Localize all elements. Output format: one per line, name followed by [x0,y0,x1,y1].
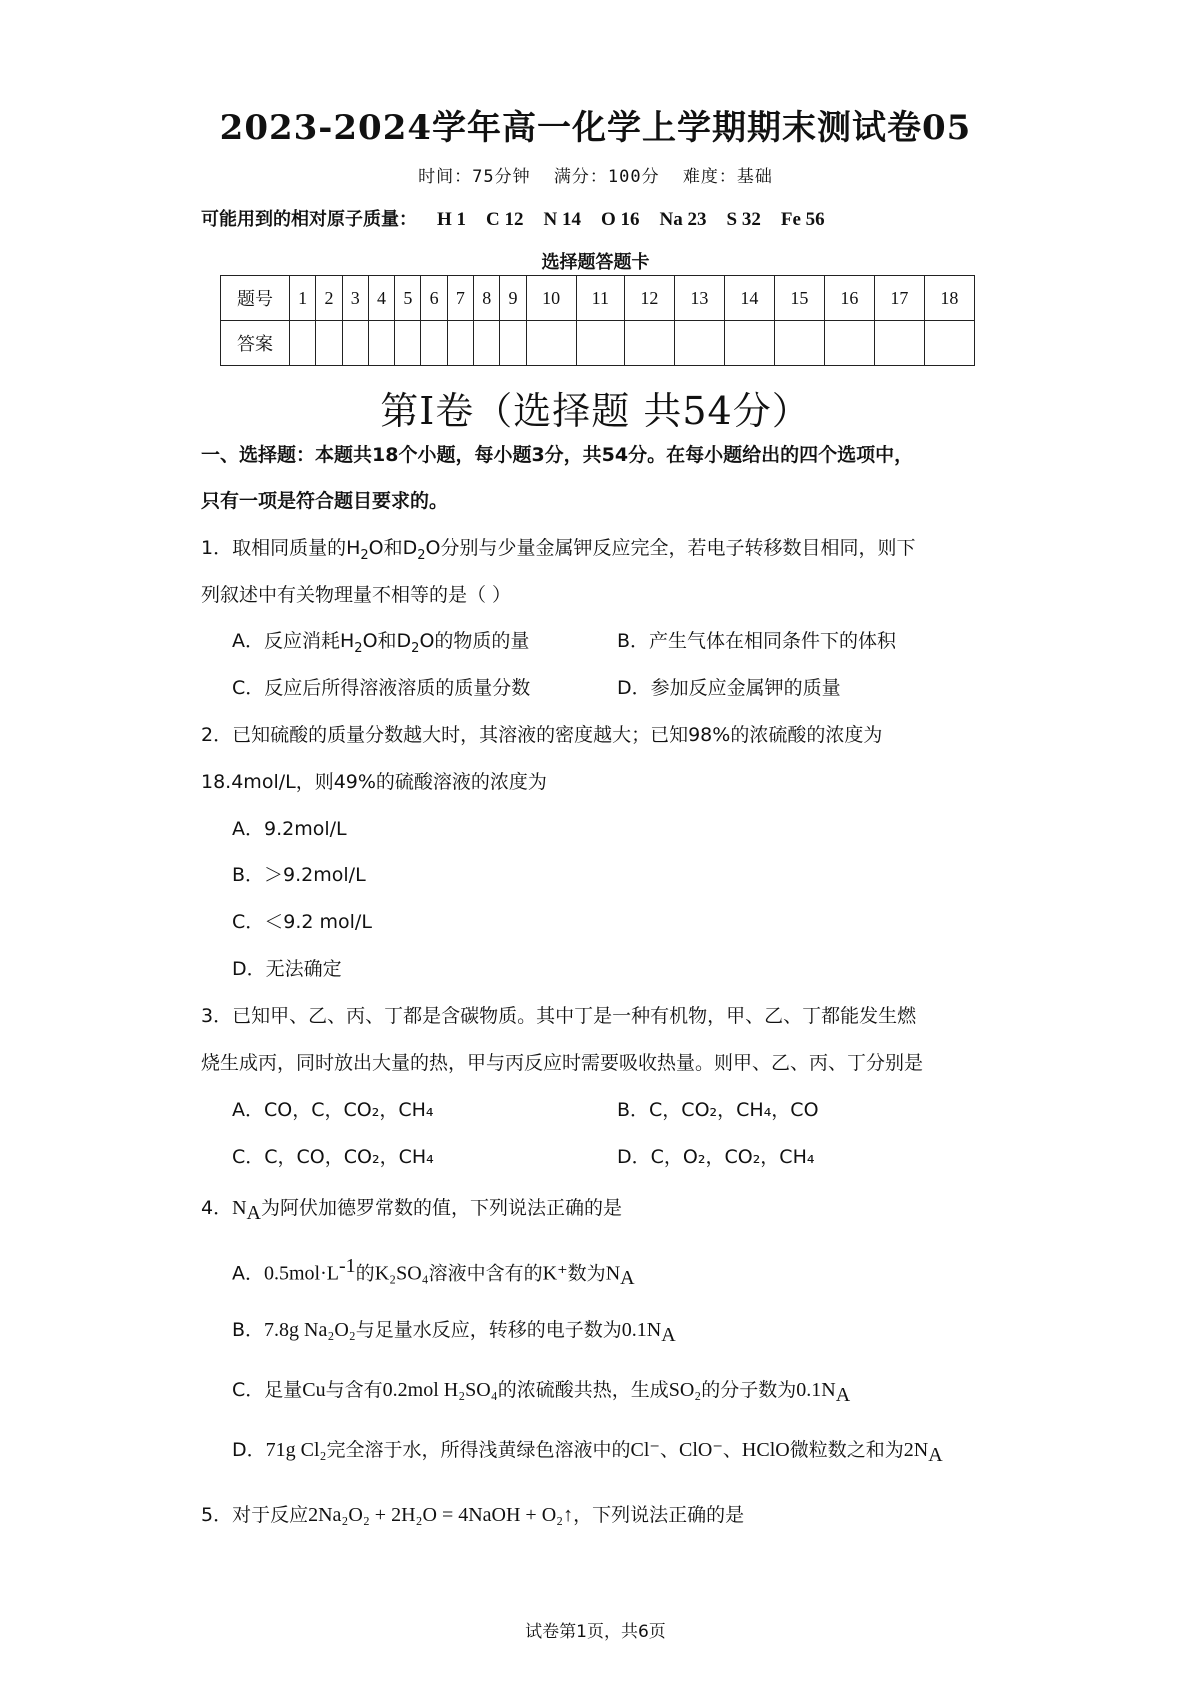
section-title: 第I卷（选择题 共54分） [380,389,811,433]
q4-formula: 0.1N [621,1319,662,1341]
question-number-cell: 18 [924,276,974,321]
q3-stem-line-1: 3．已知甲、乙、丙、丁都是含碳物质。其中丁是一种有机物，甲、乙、丁都能发生燃 [201,1005,917,1027]
q4-formula: HClO [741,1439,790,1461]
q4-symbol: N [232,1197,247,1219]
q1-option-c[interactable]: C．反应后所得溶液溶质的质量分数 [232,677,531,699]
q4-text: D． [232,1439,266,1461]
q3-option-b[interactable]: B．C，CO₂，CH₄，CO [617,1099,819,1121]
question-number-cell: 7 [447,276,473,321]
q4-formula: 0.2mol H₂SO₄ [382,1379,498,1401]
q4-formula: K₂SO₄ [374,1262,429,1285]
atomic-mass-item: Fe 56 [780,209,825,230]
atomic-mass-label: 可能用到的相对原子质量： [201,209,417,230]
q1-stem-line-2: 列叙述中有关物理量不相等的是（ ） [201,584,512,606]
q4-text: 数为 [567,1262,606,1285]
atomic-mass-item: Na 23 [659,209,707,230]
atomic-mass-item: H 1 [437,209,467,230]
answer-cell[interactable] [724,321,774,366]
question-number-cell: 15 [774,276,824,321]
q4-formula: 7.8g Na₂O₂ [264,1319,356,1341]
q4-formula: 71g Cl₂ [265,1439,327,1461]
question-number-label: 题号 [221,276,290,321]
q4-formula: 0.5mol·L [264,1262,339,1285]
q4-formula: K⁺ [542,1262,568,1285]
q1-text: O和D [362,630,412,652]
question-number-row [221,276,975,321]
answer-cell[interactable] [421,321,447,366]
question-number-cell: 6 [421,276,447,321]
q4-option-c[interactable] [232,1375,850,1407]
exam-difficulty: 难度：基础 [682,167,773,187]
question-number-cell: 3 [342,276,368,321]
q1-text: O分别与少量金属钾反应完全，若电子转移数目相同，则下 [425,537,916,559]
answer-cell[interactable] [290,321,316,366]
answer-cell[interactable] [774,321,824,366]
q2-option-c[interactable]: C．＜9.2 mol/L [232,911,372,933]
subscript: A [835,1383,851,1406]
q3-option-c[interactable]: C．C，CO，CO₂，CH₄ [232,1146,434,1168]
superscript: -1 [339,1255,356,1277]
q4-formula: Cu [302,1379,326,1401]
q4-text: 与足量水反应，转移的电子数为 [355,1319,622,1341]
q4-text: 的浓硫酸共热，生成 [497,1379,669,1401]
q1-text: 1．取相同质量的H [201,537,361,559]
answer-cell[interactable] [368,321,394,366]
question-number-cell: 4 [368,276,394,321]
question-number-cell: 12 [624,276,674,321]
subscript: A [928,1443,943,1466]
exam-time: 时间：75分钟 [418,167,531,187]
answer-cell[interactable] [526,321,576,366]
subscript: A [661,1323,676,1346]
q4-text: 完全溶于水，所得浅黄绿色溶液中的 [326,1439,631,1461]
question-number-cell: 13 [674,276,724,321]
answer-cell[interactable] [342,321,368,366]
answer-cell[interactable] [474,321,500,366]
q4-formula: 2N [903,1439,929,1461]
q4-text: 、 [722,1439,742,1461]
q5-text: 5．对于反应 [201,1504,309,1526]
q4-text: 的 [355,1262,375,1285]
q2-stem-line-1: 2．已知硫酸的质量分数越大时，其溶液的密度越大；已知98%的浓硫酸的浓度为 [201,724,883,746]
instructions-line-1: 一、选择题：本题共18个小题，每小题3分，共54分。在每小题给出的四个选项中， [201,444,914,466]
q3-stem-line-2: 烧生成丙，同时放出大量的热，甲与丙反应时需要吸收热量。则甲、乙、丙、丁分别是 [201,1052,924,1074]
answer-cell[interactable] [624,321,674,366]
q4-formula: 0.1N [796,1379,836,1401]
answer-cell[interactable] [924,321,974,366]
q5-stem [201,1500,744,1527]
subscript: 2 [354,640,363,656]
q1-text: O的物质的量 [419,630,530,652]
q4-formula: SO₂ [668,1379,702,1401]
answer-label: 答案 [221,321,290,366]
q4-text: 微粒数之和为 [789,1439,904,1461]
q2-stem-line-2: 18.4mol/L，则49%的硫酸溶液的浓度为 [201,771,547,793]
q1-stem-line-1 [201,533,916,563]
q4-option-b[interactable] [232,1315,676,1347]
q2-option-d[interactable]: D．无法确定 [232,958,342,980]
q4-text: 为阿伏加德罗常数的值，下列说法正确的是 [261,1197,623,1219]
q4-text: C．足量 [232,1379,303,1401]
atomic-mass-item: O 16 [601,209,640,230]
q1-option-b[interactable]: B．产生气体在相同条件下的体积 [617,630,897,652]
subscript: 2 [360,547,369,563]
q2-option-a[interactable]: A．9.2mol/L [232,818,347,840]
question-number-cell: 1 [290,276,316,321]
q4-stem [201,1193,622,1225]
answer-cell[interactable] [576,321,624,366]
answer-cell[interactable] [674,321,724,366]
exam-score: 满分：100分 [553,167,660,187]
answer-cell[interactable] [316,321,342,366]
q4-text: A． [232,1262,264,1285]
page-footer: 试卷第1页，共6页 [525,1622,666,1642]
q1-option-d[interactable]: D．参加反应金属钾的质量 [617,677,841,699]
q1-option-a[interactable] [232,626,529,656]
atomic-mass-item: N 14 [543,209,581,230]
q4-text: 的分子数为 [701,1379,797,1401]
exam-info [0,162,1191,187]
q4-text: 溶液中含有的 [428,1262,543,1285]
atomic-mass-line [201,205,825,231]
q5-equation: 2Na₂O₂ + 2H₂O = 4NaOH + O₂↑ [308,1504,574,1526]
question-number-cell: 2 [316,276,342,321]
q4-text: 、 [659,1439,679,1461]
question-number-cell: 5 [395,276,421,321]
answer-row [221,321,975,366]
q4-symbol: N [605,1262,621,1285]
q4-text: 4． [201,1197,233,1219]
answer-cell[interactable] [874,321,924,366]
answer-card-title: 选择题答题卡 [541,252,650,273]
atomic-mass-item: S 32 [726,209,761,230]
question-number-cell: 17 [874,276,924,321]
subscript: A [620,1267,635,1290]
answer-cell[interactable] [447,321,473,366]
q1-text: O和D [368,537,418,559]
answer-cell[interactable] [824,321,874,366]
question-number-cell: 14 [724,276,774,321]
q3-option-a[interactable]: A．CO，C，CO₂，CH₄ [232,1099,434,1121]
question-number-cell: 16 [824,276,874,321]
q4-formula: Cl⁻ [630,1439,660,1461]
q4-text: B． [232,1319,265,1341]
question-number-cell: 11 [576,276,624,321]
q4-text: 与含有 [325,1379,383,1401]
question-number-cell: 9 [500,276,526,321]
q4-option-d[interactable] [232,1435,943,1467]
page-title: 2023-2024学年高一化学上学期期末测试卷05 [219,108,972,148]
answer-card-table [220,275,975,366]
answer-cell[interactable] [395,321,421,366]
subscript: 2 [411,640,420,656]
subscript: A [246,1201,261,1224]
q3-option-d[interactable]: D．C，O₂，CO₂，CH₄ [617,1146,815,1168]
question-number-cell: 8 [474,276,500,321]
q4-option-a[interactable] [232,1255,635,1290]
answer-cell[interactable] [500,321,526,366]
subscript: 2 [417,547,426,563]
instructions-line-2: 只有一项是符合题目要求的。 [201,490,449,512]
atomic-mass-item: C 12 [486,209,524,230]
q4-formula: ClO⁻ [679,1439,723,1461]
question-number-cell: 10 [526,276,576,321]
q1-text: A．反应消耗H [232,630,355,652]
q2-option-b[interactable]: B．＞9.2mol/L [232,864,366,886]
q5-text: ，下列说法正确的是 [573,1504,745,1526]
